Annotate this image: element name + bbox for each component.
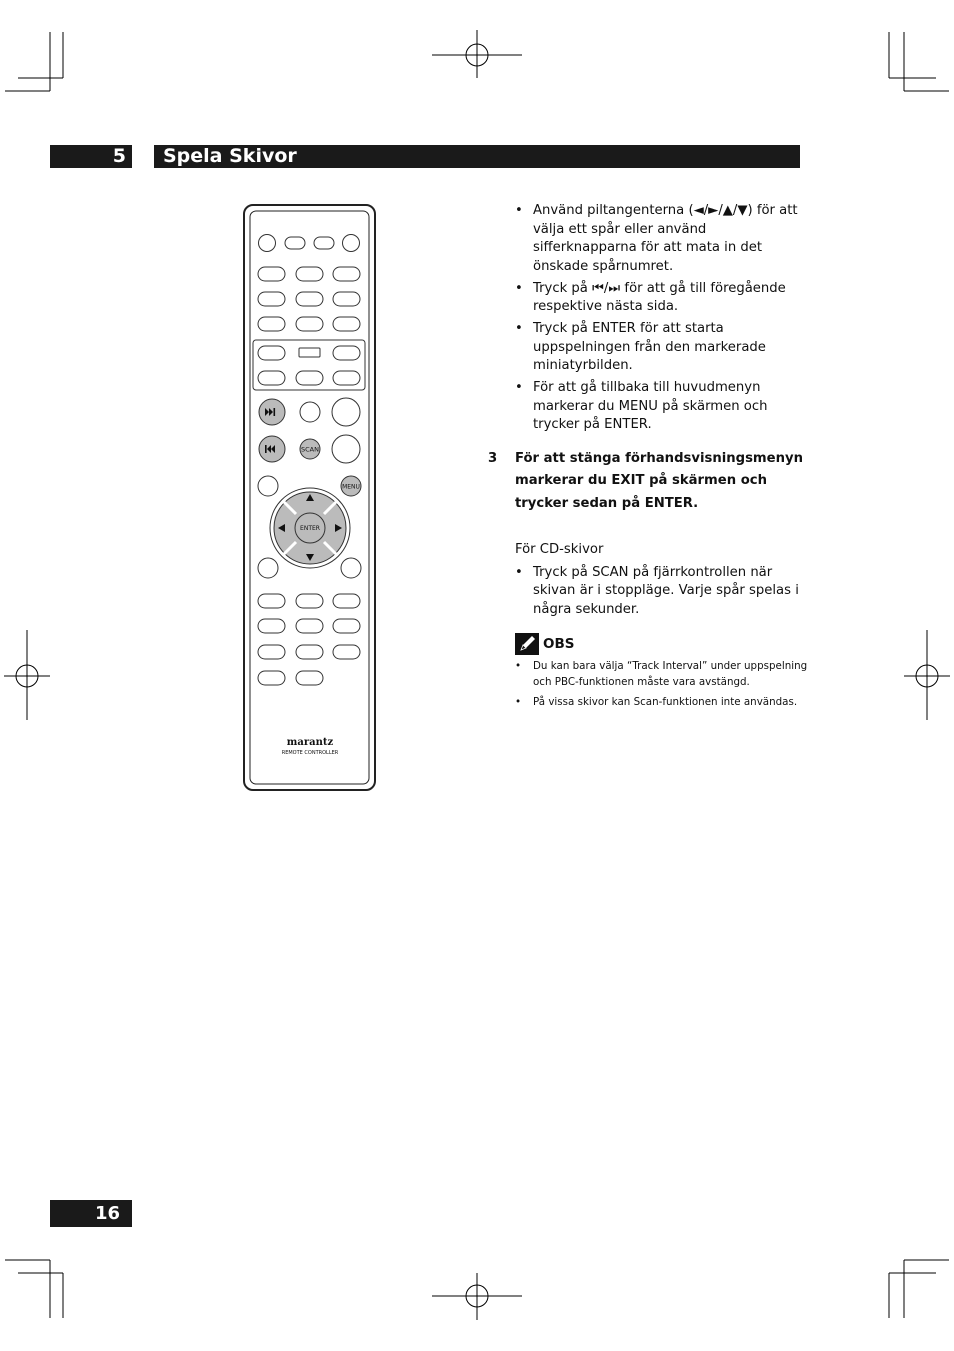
- brand-logo: marantz: [286, 737, 334, 748]
- instructions-column: [488, 202, 808, 716]
- pencil-note-icon: [515, 633, 539, 655]
- menu-label: MENU: [342, 483, 360, 491]
- list-item: • På vissa skivor kan Scan-funktionen inte användas.: [533, 695, 808, 711]
- obs-label: OBS: [543, 635, 575, 652]
- cd-list: [488, 564, 808, 620]
- list-item: • Tryck på SCAN på fjärrkontrollen när skivan är i stoppläge. Varje spår spelas i några sekunder.: [533, 564, 808, 620]
- list-item: • För att gå tillbaka till huvudmenyn markerar du MENU på skärmen och trycker på ENTER.: [533, 379, 808, 435]
- step-text: För att stänga förhandsvisningsmenyn markerar du EXIT på skärmen och trycker sedan på ENTER.: [515, 450, 803, 511]
- list-item: • Använd piltangenterna (◄/►/▲/▼) för att välja ett spår eller använd sifferknapparna för att mata in det önskade spårnumret.: [533, 202, 808, 276]
- step-3: [488, 448, 808, 516]
- remote-control-illustration: [240, 200, 382, 796]
- page-number: 16: [50, 1200, 132, 1227]
- instruction-list: [488, 202, 808, 435]
- list-item: • Du kan bara välja “Track Interval” under uppspelning och PBC-funktionen måste vara avstängd.: [533, 659, 808, 690]
- scan-label: SCAN: [301, 445, 319, 454]
- enter-label: ENTER: [300, 525, 320, 532]
- remote-button: [285, 237, 305, 249]
- list-item: • Tryck på ENTER för att starta uppspelningen från den markerade miniatyrbilden.: [533, 320, 808, 376]
- chapter-title: Spela Skivor: [154, 145, 800, 168]
- remote-subtitle: REMOTE CONTROLLER: [281, 750, 339, 756]
- chapter-number: 5: [50, 145, 132, 168]
- remote-button: [314, 237, 334, 249]
- cd-heading: För CD-skivor: [515, 542, 604, 557]
- notes-list: [488, 659, 808, 711]
- step-number: 3: [488, 450, 498, 466]
- power-button: [259, 235, 276, 252]
- obs-heading: [488, 633, 808, 655]
- remote-button: [343, 235, 360, 252]
- list-item: • Tryck på ⏮/⏭ för att gå till föregående respektive nästa sida.: [533, 280, 808, 317]
